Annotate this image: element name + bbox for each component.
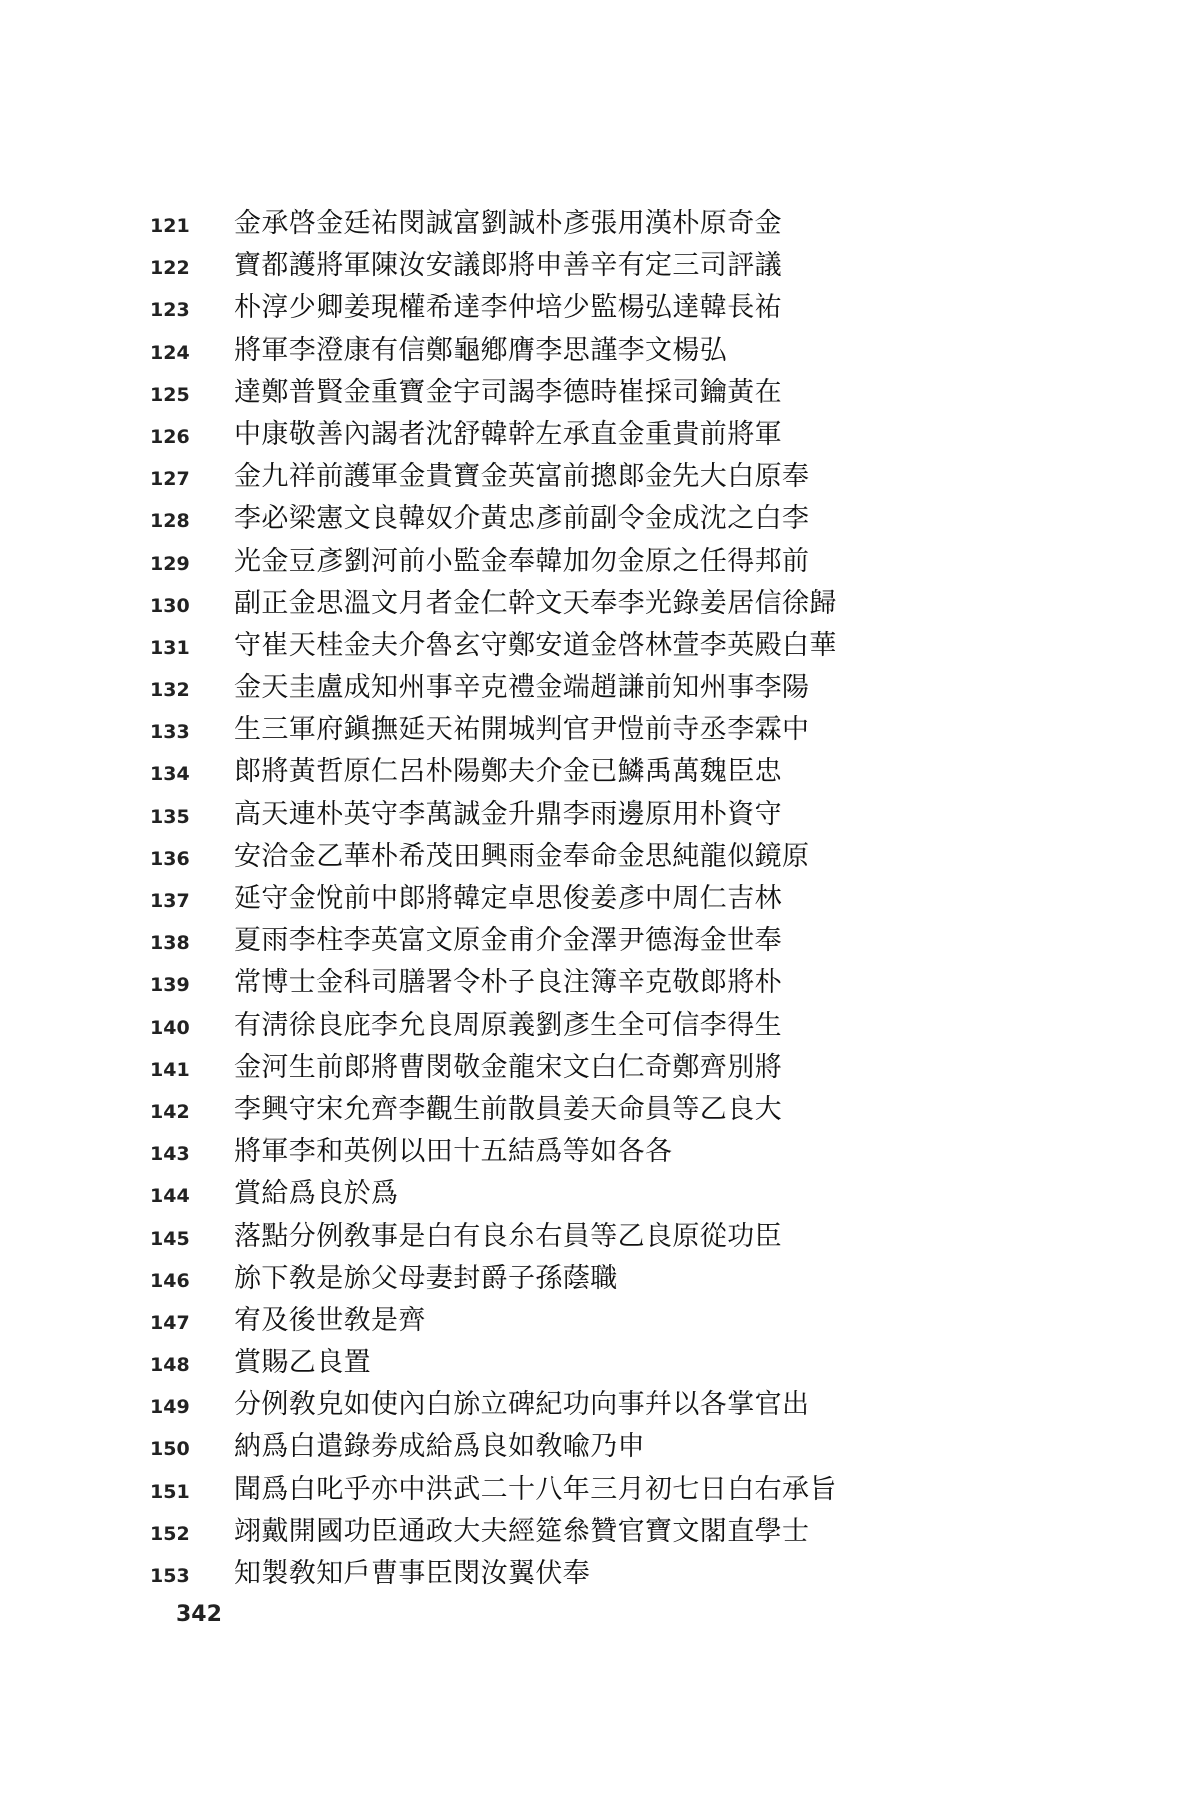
line-number: 142 — [150, 1100, 190, 1123]
line-number: 128 — [150, 510, 190, 533]
text-line — [150, 245, 850, 287]
text-line — [150, 878, 850, 920]
line-number: 131 — [150, 636, 190, 659]
text-line — [150, 751, 850, 793]
line-text: 李興守宋允齊李觀生前散員姜天命員等乙良大 — [234, 1093, 782, 1125]
text-line — [150, 1005, 850, 1047]
line-number: 123 — [150, 299, 190, 322]
text-line — [150, 287, 850, 329]
line-text: 李必梁憲文良韓奴介黃忠彥前副令金成沈之白李 — [234, 503, 810, 535]
line-text: 高天連朴英守李萬誠金升鼎李雨邊原用朴資守 — [234, 798, 782, 830]
text-line — [150, 330, 850, 372]
line-number: 133 — [150, 721, 190, 744]
text-line — [150, 583, 850, 625]
text-line — [150, 1469, 850, 1511]
line-number: 129 — [150, 552, 190, 575]
line-number: 152 — [150, 1522, 190, 1545]
text-line — [150, 962, 850, 1004]
line-number: 136 — [150, 847, 190, 870]
text-line — [150, 1047, 850, 1089]
text-line — [150, 1300, 850, 1342]
line-number: 150 — [150, 1438, 190, 1461]
text-line — [150, 920, 850, 962]
text-line — [150, 794, 850, 836]
line-number: 130 — [150, 594, 190, 617]
line-text: 知製敎知戶曹事臣閔汝翼伏奉 — [234, 1558, 591, 1589]
line-number: 143 — [150, 1143, 190, 1166]
line-number: 125 — [150, 383, 190, 406]
line-number: 147 — [150, 1311, 190, 1334]
line-number: 137 — [150, 890, 190, 912]
line-text: 朴淳少卿姜現權希達李仲培少監楊弘達韓長祐 — [234, 292, 782, 324]
line-number: 126 — [150, 425, 190, 448]
line-text: 達鄭普賢金重寶金宇司謁李德時崔採司鑰黃在 — [234, 376, 782, 408]
line-text: 宥及後世敎是齊 — [234, 1304, 426, 1336]
line-text: 分例敎皃如使內白旀立碑紀功向事幷以各掌官出 — [234, 1389, 810, 1421]
line-text: 守崔天桂金夫介魯玄守鄭安道金啓林萱李英殿白華 — [234, 629, 837, 661]
text-line — [150, 1342, 850, 1384]
line-text: 延守金悅前中郞將韓定卓思俊姜彥中周仁吉林 — [234, 883, 782, 914]
line-number: 146 — [150, 1269, 190, 1292]
line-text: 賞給爲良於爲 — [234, 1178, 399, 1210]
line-text: 翊戴開國功臣通政大夫經筵叅贊官寶文閣直學士 — [234, 1515, 810, 1547]
line-number: 140 — [150, 1016, 190, 1039]
line-text: 將軍李澄康有信鄭龜鄕膺李思謹李文楊弘 — [234, 334, 728, 366]
line-text: 安洽金乙華朴希茂田興雨金奉命金思純龍似鏡原 — [234, 840, 810, 872]
text-line — [150, 1426, 850, 1468]
text-line — [150, 414, 850, 456]
line-number: 149 — [150, 1396, 190, 1419]
text-lines — [150, 203, 850, 1595]
text-line — [150, 667, 850, 709]
line-number: 132 — [150, 679, 190, 702]
line-number: 127 — [150, 468, 190, 491]
line-number: 134 — [150, 763, 190, 786]
line-text: 金河生前郞將曹閔敬金龍宋文白仁奇鄭齊別將 — [234, 1051, 782, 1083]
text-line — [150, 1384, 850, 1426]
line-text: 光金豆彥劉河前小監金奉韓加勿金原之任得邦前 — [234, 545, 810, 577]
text-line — [150, 1173, 850, 1215]
line-text: 生三軍府鎭撫延天祐開城判官尹愷前寺丞李霖中 — [234, 714, 810, 746]
line-text: 有淸徐良庇李允良周原義劉彥生全可信李得生 — [234, 1009, 782, 1041]
line-text: 落點分例敎事是白有良厼右員等乙良原從功臣 — [234, 1220, 782, 1252]
text-line — [150, 1089, 850, 1131]
text-line — [150, 1131, 850, 1173]
text-line — [150, 1553, 850, 1595]
line-text: 常博士金科司膳署令朴子良注簿辛克敬郞將朴 — [234, 967, 782, 999]
line-text: 聞爲白叱乎亦中洪武二十八年三月初七日白右承旨 — [234, 1473, 837, 1505]
line-number: 148 — [150, 1354, 190, 1377]
line-text: 納爲白遣錄劵成給爲良如敎喩乃申 — [234, 1431, 645, 1463]
line-text: 郞將黃哲原仁呂朴陽鄭夫介金已鱗禹萬魏臣忠 — [234, 756, 782, 788]
line-number: 151 — [150, 1480, 190, 1503]
text-line — [150, 1216, 850, 1258]
line-text: 寶都護將軍陳汝安議郞將申善辛有定三司評議 — [234, 250, 782, 282]
text-line — [150, 1511, 850, 1553]
line-number: 153 — [150, 1565, 190, 1587]
line-number: 139 — [150, 974, 190, 997]
line-text: 金九祥前護軍金貴寶金英富前摠郞金先大白原奉 — [234, 461, 810, 493]
line-text: 夏雨李柱李英富文原金甫介金澤尹德海金世奉 — [234, 925, 782, 957]
text-line — [150, 498, 850, 540]
line-number: 121 — [150, 215, 190, 237]
page-number: 342 — [176, 1602, 222, 1627]
line-text: 金天圭盧成知州事辛克禮金端趙謙前知州事李陽 — [234, 672, 810, 704]
line-text: 賞賜乙良置 — [234, 1347, 371, 1379]
text-line — [150, 203, 850, 245]
line-number: 124 — [150, 341, 190, 364]
text-line — [150, 836, 850, 878]
line-text: 中康敬善內謁者沈舒韓幹左承直金重貴前將軍 — [234, 418, 782, 450]
text-line — [150, 1258, 850, 1300]
line-text: 金承啓金廷祐閔誠富劉誠朴彥張用漢朴原奇金 — [234, 208, 782, 239]
line-number: 144 — [150, 1185, 190, 1208]
line-text: 將軍李和英例以田十五結爲等如各各 — [234, 1136, 673, 1168]
line-number: 122 — [150, 257, 190, 280]
line-number: 135 — [150, 805, 190, 828]
text-line — [150, 625, 850, 667]
line-number: 138 — [150, 932, 190, 955]
text-line — [150, 709, 850, 751]
line-text: 旀下敎是旀父母妻封爵子孫蔭職 — [234, 1262, 618, 1294]
text-line — [150, 456, 850, 498]
line-number: 145 — [150, 1227, 190, 1250]
text-line — [150, 372, 850, 414]
line-number: 141 — [150, 1058, 190, 1081]
line-text: 副正金思溫文月者金仁幹文天奉李光錄姜居信徐歸 — [234, 587, 837, 619]
text-line — [150, 541, 850, 583]
